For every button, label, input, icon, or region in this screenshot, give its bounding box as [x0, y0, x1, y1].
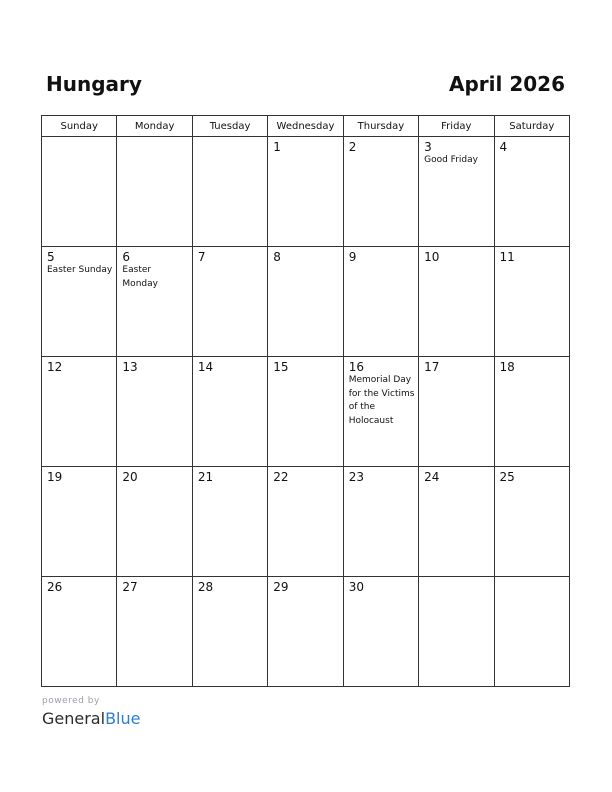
- brand-logo[interactable]: [42, 709, 140, 729]
- powered-by-label: powered by: [42, 696, 100, 706]
- day-number: 4: [499, 140, 508, 154]
- weekday-header: Saturday: [494, 116, 569, 137]
- day-cell: [419, 137, 494, 247]
- day-cell: [419, 247, 494, 357]
- day-cell: [419, 357, 494, 467]
- calendar-grid: [41, 115, 570, 687]
- day-number: 22: [273, 470, 289, 484]
- holiday-label: Easter Sunday: [47, 265, 113, 275]
- day-cell: [192, 247, 267, 357]
- day-cell: [419, 577, 494, 687]
- day-number: 17: [424, 360, 440, 374]
- calendar-weeks: [42, 137, 570, 687]
- day-number: 13: [122, 360, 138, 374]
- day-cell: [494, 357, 569, 467]
- day-cell: [494, 247, 569, 357]
- day-cell: [42, 357, 117, 467]
- week-row: [42, 247, 570, 357]
- day-number: 6: [122, 250, 131, 264]
- day-cell: [343, 467, 418, 577]
- country-title: Hungary: [46, 72, 142, 96]
- day-number: 7: [197, 250, 206, 264]
- holiday-label: Good Friday: [424, 155, 478, 165]
- day-number: 2: [348, 140, 357, 154]
- day-cell: [494, 577, 569, 687]
- day-number: 23: [348, 470, 364, 484]
- footer: [42, 696, 140, 729]
- day-cell: [42, 467, 117, 577]
- day-number: 20: [122, 470, 138, 484]
- brand-name-part2: Blue: [105, 709, 141, 728]
- day-number: 29: [273, 580, 289, 594]
- day-cell: [343, 247, 418, 357]
- weekday-header: Monday: [117, 116, 192, 137]
- day-cell: [494, 137, 569, 247]
- holiday-label: Memorial Day for the Victims of the Holocaust: [348, 375, 415, 426]
- month-title: April 2026: [449, 72, 565, 96]
- day-number: 28: [197, 580, 214, 594]
- day-number: 21: [197, 470, 214, 484]
- day-cell: [343, 577, 418, 687]
- day-number: 25: [499, 470, 515, 484]
- day-cell: [268, 247, 343, 357]
- weekday-header: Tuesday: [192, 116, 267, 137]
- day-number: 15: [273, 360, 289, 374]
- day-number: 3: [424, 140, 432, 154]
- day-number: 16: [348, 360, 364, 374]
- day-number: 5: [47, 250, 55, 264]
- day-cell: [268, 357, 343, 467]
- day-number: 11: [499, 250, 515, 264]
- day-cell: [117, 467, 192, 577]
- day-cell: [117, 137, 192, 247]
- day-cell: [42, 137, 117, 247]
- day-number: 19: [47, 470, 63, 484]
- day-number: 14: [197, 360, 214, 374]
- week-row: [42, 137, 570, 247]
- brand-name-part1: General: [42, 709, 106, 728]
- day-cell: [192, 577, 267, 687]
- weekday-header-row: [42, 116, 570, 137]
- day-cell: [268, 467, 343, 577]
- week-row: [42, 467, 570, 577]
- day-cell: [343, 137, 418, 247]
- day-cell: [343, 357, 418, 467]
- day-number: 24: [424, 470, 440, 484]
- day-number: 12: [47, 360, 63, 374]
- holiday-label: Easter Monday: [122, 265, 158, 289]
- day-number: 8: [273, 250, 281, 264]
- day-number: 10: [424, 250, 440, 264]
- day-number: 18: [499, 360, 515, 374]
- day-cell: [494, 467, 569, 577]
- day-number: 26: [47, 580, 63, 594]
- weekday-header: Friday: [419, 116, 494, 137]
- day-cell: [419, 467, 494, 577]
- day-cell: [192, 467, 267, 577]
- weekday-header: Thursday: [343, 116, 418, 137]
- day-cell: [192, 357, 267, 467]
- day-cell: [117, 577, 192, 687]
- day-cell: [268, 577, 343, 687]
- day-cell: [192, 137, 267, 247]
- day-cell: [268, 137, 343, 247]
- day-number: 1: [273, 140, 281, 154]
- week-row: [42, 357, 570, 467]
- week-row: [42, 577, 570, 687]
- day-number: 9: [348, 250, 357, 264]
- day-cell: [117, 247, 192, 357]
- day-number: 27: [122, 580, 138, 594]
- weekday-header: Wednesday: [268, 116, 343, 137]
- day-cell: [117, 357, 192, 467]
- day-cell: [42, 577, 117, 687]
- day-number: 30: [348, 580, 364, 594]
- day-cell: [42, 247, 117, 357]
- weekday-header: Sunday: [42, 116, 117, 137]
